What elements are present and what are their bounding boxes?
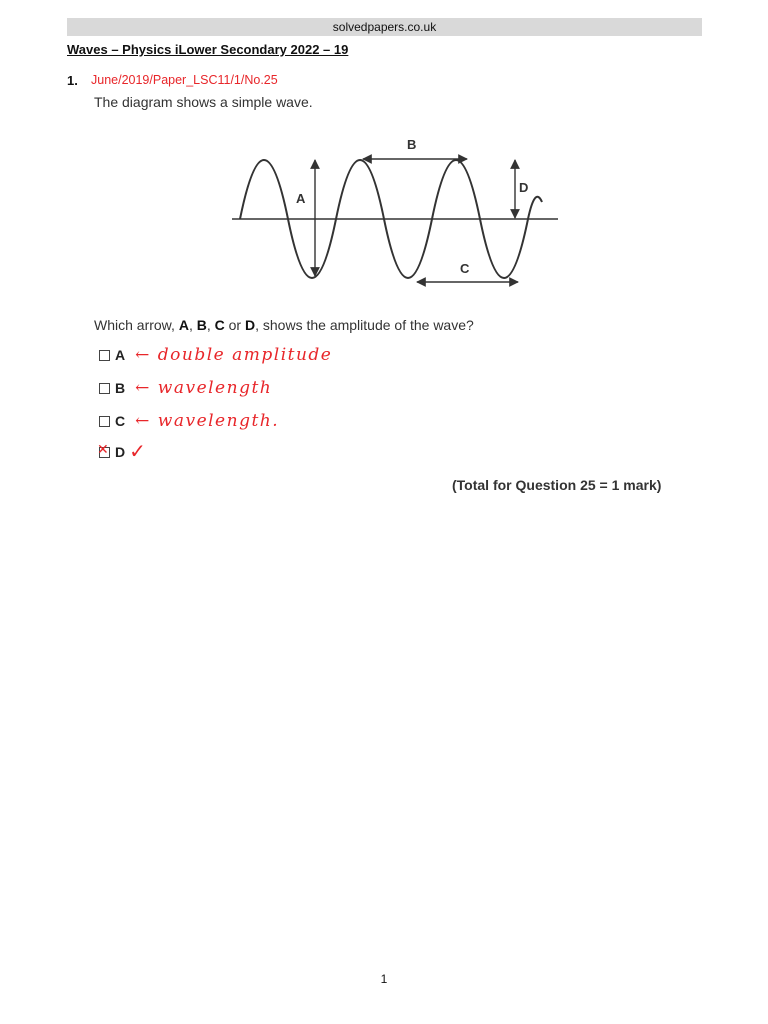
selected-x-mark-icon: ✕ xyxy=(97,440,109,457)
label-a: A xyxy=(296,191,306,206)
option-a-letter: A xyxy=(115,347,126,363)
option-b-annotation: ← wavelength xyxy=(135,378,273,398)
site-header-bar xyxy=(67,18,702,36)
option-d[interactable] xyxy=(99,441,146,463)
site-name: solvedpapers.co.uk xyxy=(332,20,437,34)
option-b[interactable] xyxy=(99,377,272,399)
label-d: D xyxy=(519,180,529,195)
option-d-letter: D xyxy=(115,444,126,460)
wave-diagram xyxy=(230,130,560,295)
option-a[interactable] xyxy=(99,344,332,366)
page-number: 1 xyxy=(380,972,388,986)
option-c-annotation: ← wavelength. xyxy=(135,411,280,431)
label-c: C xyxy=(460,261,470,276)
option-a-checkbox[interactable] xyxy=(99,350,110,361)
option-b-letter: B xyxy=(115,380,126,396)
option-b-checkbox[interactable] xyxy=(99,383,110,394)
question-intro: The diagram shows a simple wave. xyxy=(94,94,313,110)
option-d-checkbox[interactable] xyxy=(97,440,110,458)
option-c-checkbox[interactable] xyxy=(99,416,110,427)
question-total-marks: (Total for Question 25 = 1 mark) xyxy=(452,477,662,493)
question-reference: June/2019/Paper_LSC11/1/No.25 xyxy=(91,73,278,87)
document-title: Waves – Physics iLower Secondary 2022 – 19 xyxy=(67,42,349,57)
question-number: 1. xyxy=(67,73,78,88)
label-b: B xyxy=(407,137,417,152)
option-c[interactable] xyxy=(99,410,279,432)
question-prompt: Which arrow, A, B, C or D, shows the amplitude of the wave? xyxy=(94,317,474,333)
option-a-annotation: ← double amplitude xyxy=(135,345,333,365)
option-c-letter: C xyxy=(115,413,126,429)
correct-tick-icon: ✓ xyxy=(129,441,146,463)
